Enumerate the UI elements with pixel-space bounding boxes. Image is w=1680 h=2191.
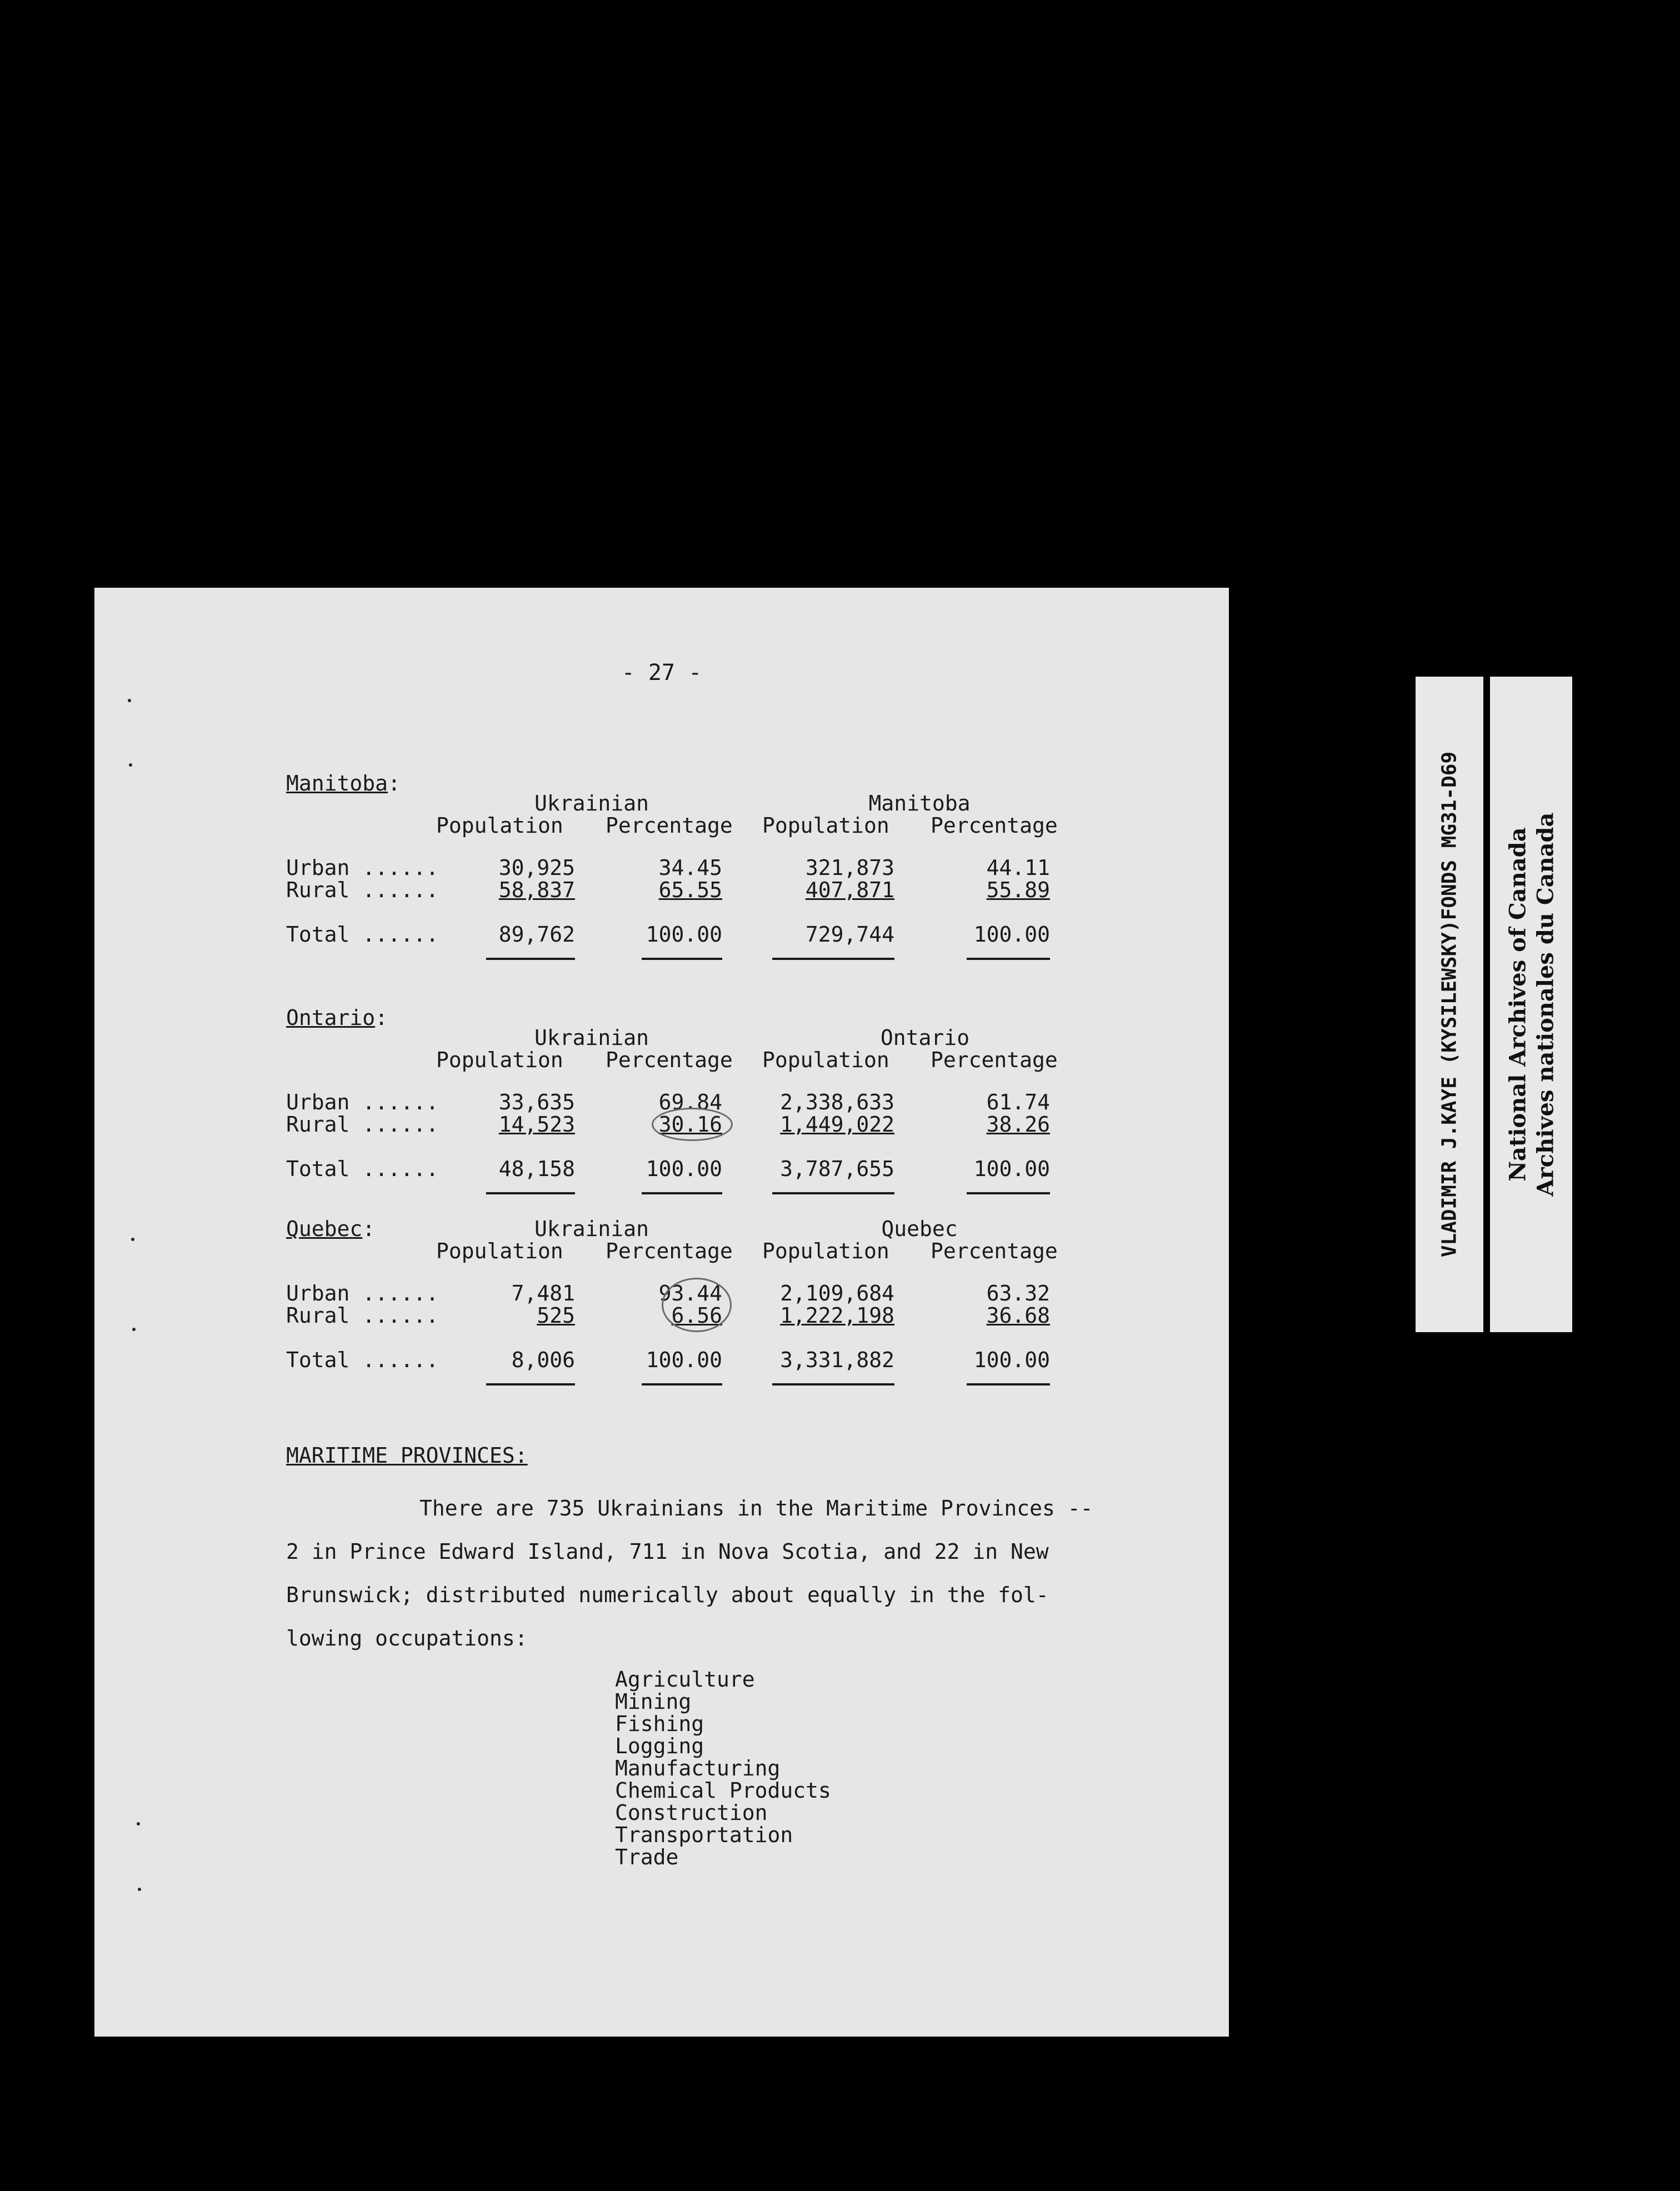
cell: 3,787,655 <box>780 1157 894 1181</box>
cell: 321,873 <box>805 856 894 880</box>
group-header-right: Ontario <box>880 1026 970 1050</box>
list-item: Mining <box>615 1689 692 1714</box>
section-title-text: Quebec <box>286 1217 363 1241</box>
total-rule <box>772 1192 894 1194</box>
cell: 525 <box>537 1303 575 1328</box>
list-item: Trade <box>615 1845 679 1869</box>
paragraph-line: Brunswick; distributed numerically about equally in the fol- <box>286 1583 1049 1607</box>
pencil-circle-mark <box>662 1278 732 1332</box>
cell: 14,523 <box>498 1112 575 1137</box>
cell: 55.89 <box>986 878 1050 902</box>
col-header: Population <box>762 813 889 838</box>
stray-mark <box>132 1328 136 1331</box>
cell: 2,109,684 <box>780 1281 894 1305</box>
row-label: Total ...... <box>286 1157 439 1181</box>
stray-mark <box>131 1238 134 1241</box>
stray-mark <box>138 1888 141 1891</box>
paragraph-line: There are 735 Ukrainians in the Maritime Provinces -- <box>419 1496 1093 1520</box>
col-header: Population <box>436 1239 563 1263</box>
total-rule <box>772 958 894 960</box>
row-label: Rural ...... <box>286 1112 439 1137</box>
archive-fonds-label: VLADIMIR J.KAYE (KYSILEWSKY)FONDS MG31-D69 <box>1438 751 1461 1258</box>
archive-fonds-strip <box>1416 677 1483 1332</box>
row-label: Urban ...... <box>286 856 439 880</box>
col-header: Percentage <box>606 1239 733 1263</box>
total-rule <box>486 958 575 960</box>
cell: 30,925 <box>498 856 575 880</box>
total-rule <box>967 1383 1050 1385</box>
row-label: Total ...... <box>286 922 439 947</box>
cell: 44.11 <box>986 856 1050 880</box>
col-header: Percentage <box>606 813 733 838</box>
cell: 1,222,198 <box>780 1303 894 1328</box>
list-item: Manufacturing <box>615 1756 781 1780</box>
cell: 407,871 <box>805 878 894 902</box>
page-number: - 27 - <box>621 660 702 686</box>
section-title: Ontario: <box>286 1006 388 1030</box>
col-header: Percentage <box>931 813 1058 838</box>
col-header: Population <box>436 1048 563 1072</box>
row-label: Rural ...... <box>286 1303 439 1328</box>
cell: 8,006 <box>511 1348 575 1372</box>
stray-mark <box>129 763 132 767</box>
cell: 61.74 <box>986 1090 1050 1114</box>
total-rule <box>967 1192 1050 1194</box>
document-page <box>94 588 1229 2037</box>
cell: 89,762 <box>498 922 575 947</box>
total-rule <box>642 958 722 960</box>
cell: 100.00 <box>646 1157 722 1181</box>
cell: 33,635 <box>498 1090 575 1114</box>
list-item: Construction <box>615 1800 768 1825</box>
col-header: Population <box>762 1048 889 1072</box>
section-title-text: Ontario <box>286 1006 376 1030</box>
cell: 3,331,882 <box>780 1348 894 1372</box>
cell: 7,481 <box>511 1281 575 1305</box>
section-title: Quebec: <box>286 1217 376 1241</box>
group-header-right: Manitoba <box>868 791 971 816</box>
cell: 58,837 <box>498 878 575 902</box>
total-rule <box>486 1383 575 1385</box>
archive-english-label: National Archives of Canada <box>1504 827 1531 1182</box>
section-quebec <box>286 1217 1175 1439</box>
cell: 100.00 <box>973 1157 1050 1181</box>
cell: 100.00 <box>973 922 1050 947</box>
group-header-left: Ukrainian <box>534 1217 649 1241</box>
list-item: Fishing <box>615 1712 704 1736</box>
archive-french-label: Archives nationales du Canada <box>1532 812 1559 1197</box>
cell: 93.44 <box>658 1281 722 1305</box>
stray-mark <box>128 699 131 702</box>
pencil-circle-mark <box>652 1108 733 1141</box>
cell: 2,338,633 <box>780 1090 894 1114</box>
list-item: Chemical Products <box>615 1778 831 1803</box>
section-manitoba <box>286 771 1175 993</box>
cell: 729,744 <box>805 922 894 947</box>
cell: 48,158 <box>498 1157 575 1181</box>
row-label: Total ...... <box>286 1348 439 1372</box>
total-rule <box>772 1383 894 1385</box>
row-label: Rural ...... <box>286 878 439 902</box>
group-header-left: Ukrainian <box>534 1026 649 1050</box>
cell: 69.84 <box>658 1090 722 1114</box>
row-label: Urban ...... <box>286 1281 439 1305</box>
cell: 65.55 <box>658 878 722 902</box>
list-item: Agriculture <box>615 1667 755 1692</box>
cell: 1,449,022 <box>780 1112 894 1137</box>
occupation-list <box>615 1668 831 1868</box>
stray-mark <box>137 1822 140 1825</box>
total-rule <box>967 958 1050 960</box>
section-title-text: Manitoba <box>286 771 388 796</box>
col-header: Percentage <box>931 1239 1058 1263</box>
cell: 34.45 <box>658 856 722 880</box>
paragraph-line: lowing occupations: <box>286 1626 528 1650</box>
col-header: Population <box>436 813 563 838</box>
archive-institution-strip <box>1490 677 1572 1332</box>
cell: 100.00 <box>646 922 722 947</box>
list-item: Logging <box>615 1734 704 1758</box>
cell: 100.00 <box>646 1348 722 1372</box>
maritime-heading: MARITIME PROVINCES: <box>286 1443 528 1468</box>
section-ontario <box>286 1006 1175 1228</box>
cell: 6.56 <box>671 1303 722 1328</box>
total-rule <box>486 1192 575 1194</box>
total-rule <box>642 1192 722 1194</box>
cell: 30.16 <box>658 1112 722 1137</box>
col-header: Percentage <box>606 1048 733 1072</box>
col-header: Percentage <box>931 1048 1058 1072</box>
group-header-left: Ukrainian <box>534 791 649 816</box>
group-header-right: Quebec <box>881 1217 958 1241</box>
cell: 100.00 <box>973 1348 1050 1372</box>
cell: 63.32 <box>986 1281 1050 1305</box>
total-rule <box>642 1383 722 1385</box>
list-item: Transportation <box>615 1823 793 1847</box>
col-header: Population <box>762 1239 889 1263</box>
row-label: Urban ...... <box>286 1090 439 1114</box>
paragraph-line: 2 in Prince Edward Island, 711 in Nova Scotia, and 22 in New <box>286 1539 1049 1564</box>
section-title: Manitoba: <box>286 771 401 796</box>
cell: 36.68 <box>986 1303 1050 1328</box>
cell: 38.26 <box>986 1112 1050 1137</box>
